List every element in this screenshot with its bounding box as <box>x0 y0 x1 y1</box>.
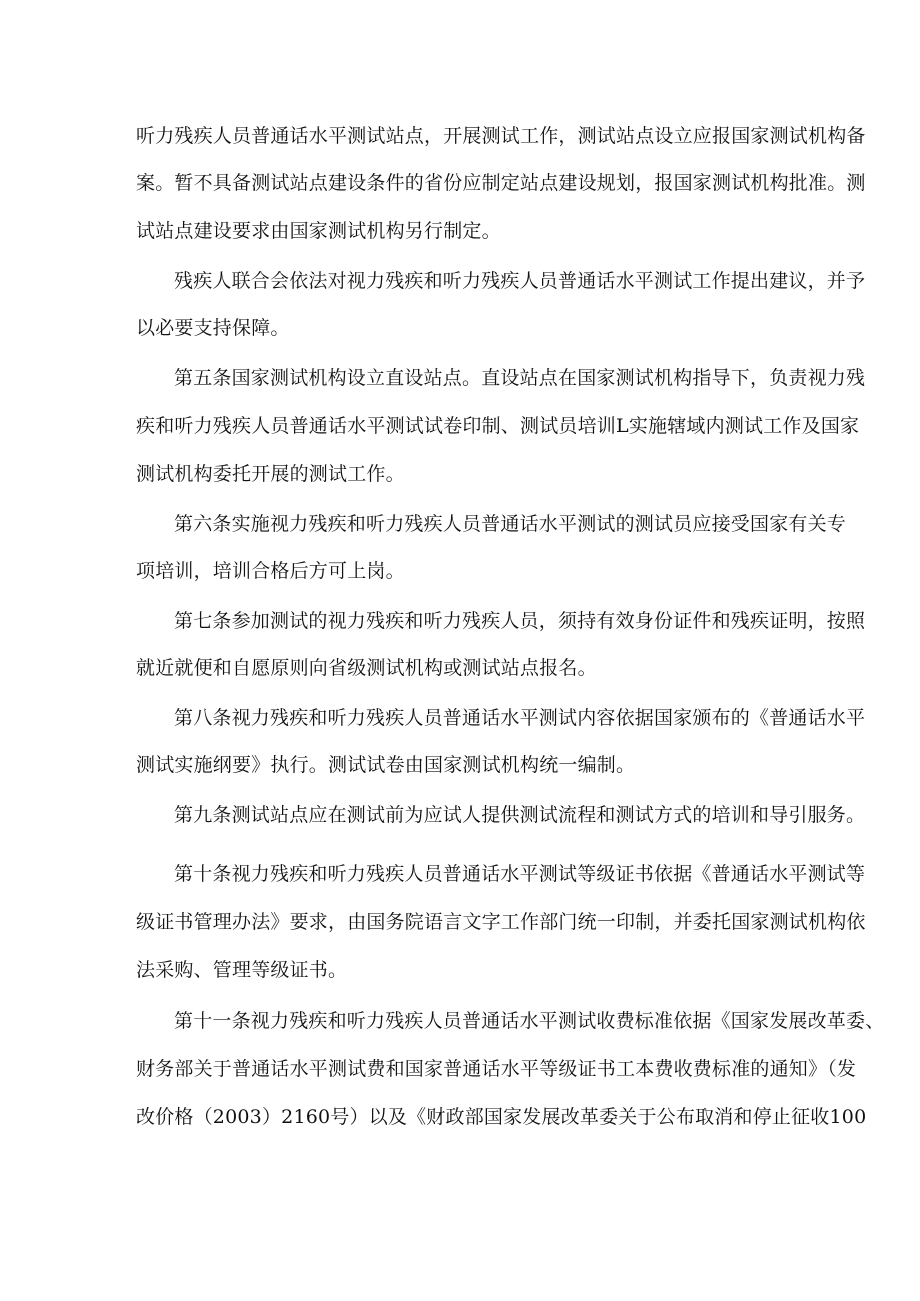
paragraph-line: 第十条视力残疾和听力残疾人员普通话水平测试等级证书依据《普通话水平测试等 <box>174 863 866 885</box>
paragraph-line: 项培训，培训合格后方可上岗。 <box>136 560 405 582</box>
paragraph-line: 就近就便和自愿原则向省级测试机构或测试站点报名。 <box>136 657 597 679</box>
paragraph-line: 第六条实施视力残疾和听力残疾人员普通话水平测试的测试员应接受国家有关专 <box>174 513 847 535</box>
paragraph-line: 法采购、管理等级证书。 <box>136 959 348 981</box>
paragraph-line: 以必要支持保障。 <box>136 317 290 339</box>
paragraph-line: 第五条国家测试机构设立直设站点。直设站点在国家测试机构指导下，负责视力残 <box>174 367 866 389</box>
paragraph-line: 试站点建设要求由国家测试机构另行制定。 <box>136 220 501 242</box>
paragraph-line: 改价格（2003）2160号）以及《财政部国家发展改革委关于公布取消和停止征收100 <box>136 1106 867 1128</box>
paragraph-line: 第十一条视力残疾和听力残疾人员普通话水平测试收费标准依据《国家发展改革委、 <box>174 1010 885 1032</box>
paragraph-line: 财务部关于普通话水平测试费和国家普通话水平等级证书工本费收费标准的通知》（发 <box>136 1058 857 1080</box>
paragraph-line: 测试实施纲要》执行。测试试卷由国家测试机构统一编制。 <box>136 754 636 776</box>
paragraph-line: 第八条视力残疾和听力残疾人员普通话水平测试内容依据国家颁布的《普通话水平 <box>174 707 866 729</box>
paragraph-line: 案。暂不具备测试站点建设条件的省份应制定站点建设规划，报国家测试机构批准。测 <box>136 172 866 194</box>
paragraph-line: 听力残疾人员普通话水平测试站点，开展测试工作，测试站点设立应报国家测试机构备 <box>136 125 866 147</box>
paragraph-line: 级证书管理办法》要求，由国务院语言文字工作部门统一印制，并委托国家测试机构依 <box>136 911 866 933</box>
paragraph-line: 第七条参加测试的视力残疾和听力残疾人员，须持有效身份证件和残疾证明，按照 <box>174 610 866 632</box>
paragraph-line: 残疾人联合会依法对视力残疾和听力残疾人员普通话水平测试工作提出建议，并予 <box>174 270 866 292</box>
paragraph-line: 测试机构委托开展的测试工作。 <box>136 463 405 485</box>
paragraph-line: 疾和听力残疾人员普通话水平测试试卷印制、测试员培训L实施辖域内测试工作及国家 <box>136 415 860 437</box>
paragraph-line: 第九条测试站点应在测试前为应试人提供测试流程和测试方式的培训和导引服务。 <box>174 804 866 826</box>
